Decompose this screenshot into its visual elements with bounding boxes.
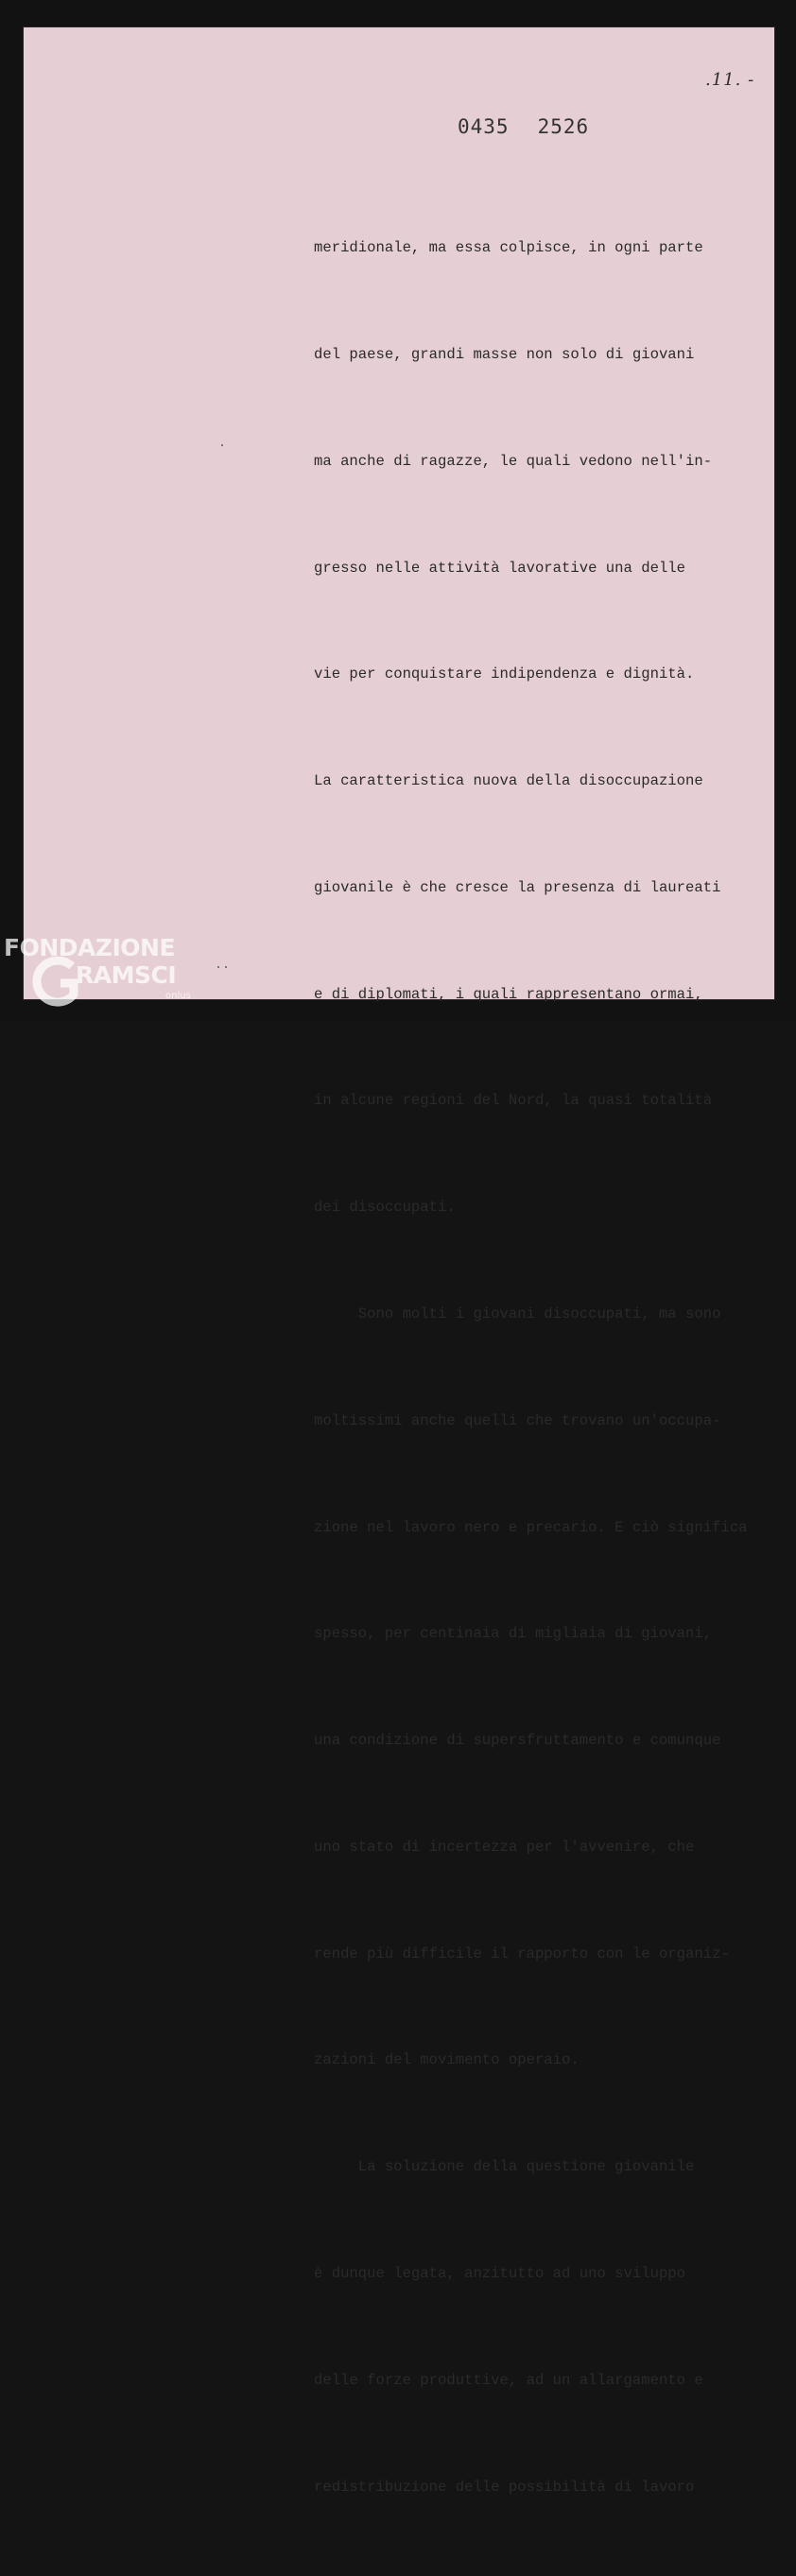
typed-text-body (314, 160, 787, 2576)
document-page (23, 26, 775, 2496)
text-line: meridionale, ma essa colpisce, in ogni parte (314, 239, 703, 257)
text-line: è dunque legata, anzitutto ad uno sviluppo (314, 2265, 686, 2283)
paper-speck (221, 444, 223, 446)
text-line: una condizione di supersfruttamento e comunque (314, 1732, 721, 1750)
fondazione-gramsci-watermark (4, 934, 202, 1019)
text-line: uno stato di incertezza per l'avvenire, che (314, 1838, 695, 1856)
watermark-line-1: FONDAZIONE (4, 934, 176, 961)
paper-speck (225, 966, 227, 968)
watermark-subtitle: onlus (165, 991, 191, 1001)
text-line: vie per conquistare indipendenza e dignità. (314, 666, 695, 683)
text-line: zazioni del movimento operaio. (314, 2051, 580, 2069)
paper-speck (217, 966, 219, 968)
watermark-line-2: RAMSCI (76, 961, 177, 989)
text-line: in alcune regioni del Nord, la quasi totalità (314, 1092, 713, 1110)
text-line: Sono molti i giovani disoccupati, ma sono (314, 1305, 721, 1323)
text-line: del paese, grandi masse non solo di giovani (314, 345, 695, 363)
text-line: ma anche di ragazze, le quali vedono nell'in- (314, 452, 713, 470)
text-line: rende più difficile il rapporto con le organiz- (314, 1945, 730, 1962)
text-line: e di diplomati, i quali rappresentano ormai, (314, 985, 703, 1003)
text-line: dei disoccupati. (314, 1199, 456, 1217)
text-line: redistribuzione delle possibilità di lavoro (314, 2478, 695, 2496)
archive-number (458, 115, 589, 138)
watermark-g-logo-icon (36, 953, 81, 1011)
corner-handwritten-mark: .11. - (705, 70, 755, 90)
text-line: spesso, per centinaia di migliaia di giovani, (314, 1625, 713, 1643)
text-line: zione nel lavoro nero e precario. E ciò significa (314, 1518, 748, 1536)
text-line: La caratteristica nuova della disoccupazione (314, 772, 703, 790)
text-line: La soluzione della questione giovanile (314, 2158, 695, 2176)
text-line: giovanile è che cresce la presenza di laureati (314, 878, 721, 896)
archive-number-part-2: 2526 (537, 115, 590, 138)
text-line: moltissimi anche quelli che trovano un'occupa- (314, 1411, 721, 1429)
text-line: gresso nelle attività lavorative una delle (314, 559, 686, 577)
text-line: delle forze produttive, ad un allargamento e (314, 2371, 703, 2389)
archive-number-part-1: 0435 (458, 115, 510, 138)
